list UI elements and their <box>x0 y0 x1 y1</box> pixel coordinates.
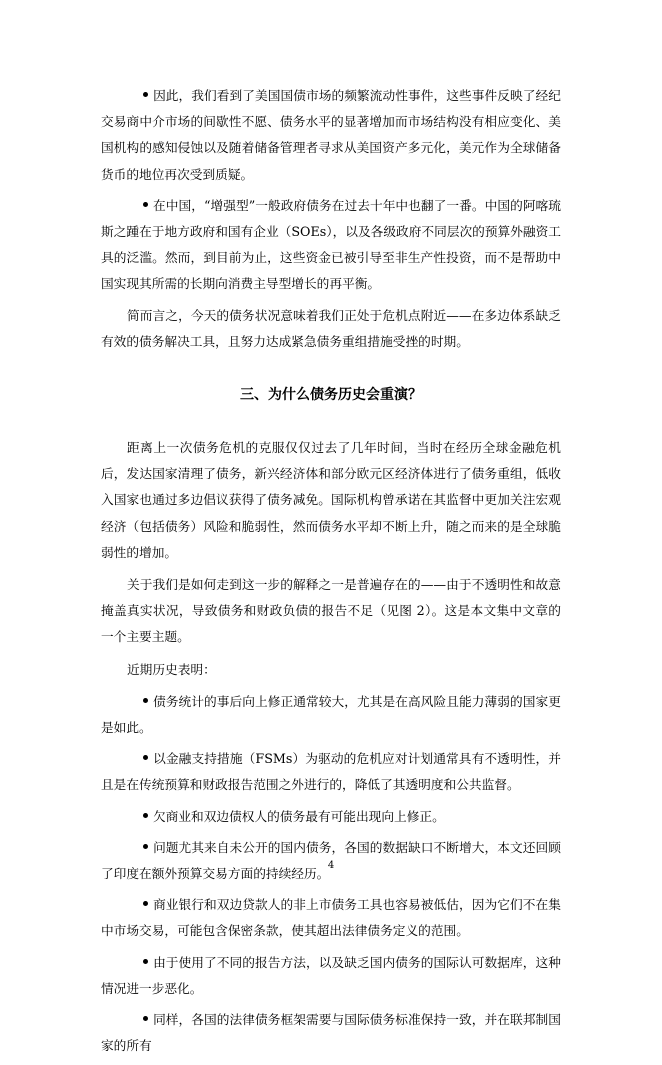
bullet-item <box>101 892 561 944</box>
bullet-text: 因此，我们看到了美国国债市场的频繁流动性事件，这些事件反映了经纪交易商中介市场的间歇性不愿、债务水平的显著增加而市场结构没有相应变化、美国机构的感知侵蚀以及随着储备管理者寻求从美国资产多元化，美元作为全球储备货币的地位再次受到质疑。 <box>101 88 561 182</box>
bullet-item <box>101 1007 561 1059</box>
bullet-text: 债务统计的事后向上修正通常较大，尤其是在高风险且能力薄弱的国家更是如此。 <box>101 693 561 736</box>
bullet-dot-icon <box>127 835 153 861</box>
summary-paragraph: 简而言之，今天的债务状况意味着我们正处于危机点附近——在多边体系缺乏有效的债务解决工具，且努力达成紧急债务重组措施受挫的时期。 <box>101 307 561 349</box>
bullet-item <box>101 746 561 798</box>
bullet-dot-icon <box>127 892 153 918</box>
bullet-text: 问题尤其来自未公开的国内债务，各国的数据缺口不断增大，本文还回顾了印度在额外预算交易方面的持续经历。 <box>101 839 561 882</box>
body-paragraph: 近期历史表明： <box>127 661 216 677</box>
page-content <box>101 83 561 1065</box>
bullet-dot-icon <box>127 950 153 976</box>
section-heading: 三、为什么债务历史会重演？ <box>240 387 422 404</box>
body-paragraph: 关于我们是如何走到这一步的解释之一是普遍存在的——由于不透明性和故意掩盖真实状况，导致债务和财政负债的报告不足（见图 2）。这是本文集中文章的一个主要主题。 <box>101 577 561 645</box>
bullet-dot-icon <box>127 746 153 772</box>
bullet-text: 由于使用了不同的报告方法，以及缺乏国内债务的国际认可数据库，这种情况进一步恶化。 <box>101 954 561 996</box>
bullet-text: 同样，各国的法律债务框架需要与国际债务标准保持一致，并在联邦制国家的所有 <box>101 1012 561 1054</box>
bullet-dot-icon <box>127 1007 153 1033</box>
bullet-dot-icon <box>127 689 153 715</box>
bullet-text: 商业银行和双边贷款人的非上市债务工具也容易被低估，因为它们不在集中市场交易，可能包含保密条款，使其超出法律债务定义的范围。 <box>101 897 561 939</box>
bullet-text: 在中国，“增强型”一般政府债务在过去十年中也翻了一番。中国的阿喀琉斯之踵在于地方政府和国有企业（SOEs），以及各级政府不同层次的预算外融资工具的泛滥。然而，到目前为止，这些资金已被引导至非生产性投资，而不是帮助中国实现其所需的长期向消费主导型增长的再平衡。 <box>101 197 561 292</box>
bullet-item <box>101 950 561 1002</box>
bullet-item <box>101 689 561 741</box>
page-number: 4 <box>327 860 335 871</box>
bullet-item <box>101 193 561 298</box>
bullet-dot-icon <box>127 804 153 830</box>
bullet-item <box>101 804 561 830</box>
bullet-dot-icon <box>127 83 153 109</box>
bullet-text: 欠商业和双边债权人的债务最有可能出现向上修正。 <box>153 808 445 824</box>
body-paragraph: 距离上一次债务危机的克服仅仅过去了几年时间，当时在经历全球金融危机后，发达国家清理了债务，新兴经济体和部分欧元区经济体进行了债务重组，低收入国家也通过多边倡议获得了债务减免。国际机构曾承诺在其监督中更加关注宏观经济（包括债务）风险和脆弱性，然而债务水平却不断上升，随之而来的是全球脆弱性的增加。 <box>101 440 561 560</box>
bullet-text: 以金融支持措施（FSMs）为驱动的危机应对计划通常具有不透明性，并且是在传统预算和财政报告范围之外进行的，降低了其透明度和公共监督。 <box>101 751 561 793</box>
bullet-item <box>101 83 561 188</box>
bullet-dot-icon <box>127 193 153 219</box>
